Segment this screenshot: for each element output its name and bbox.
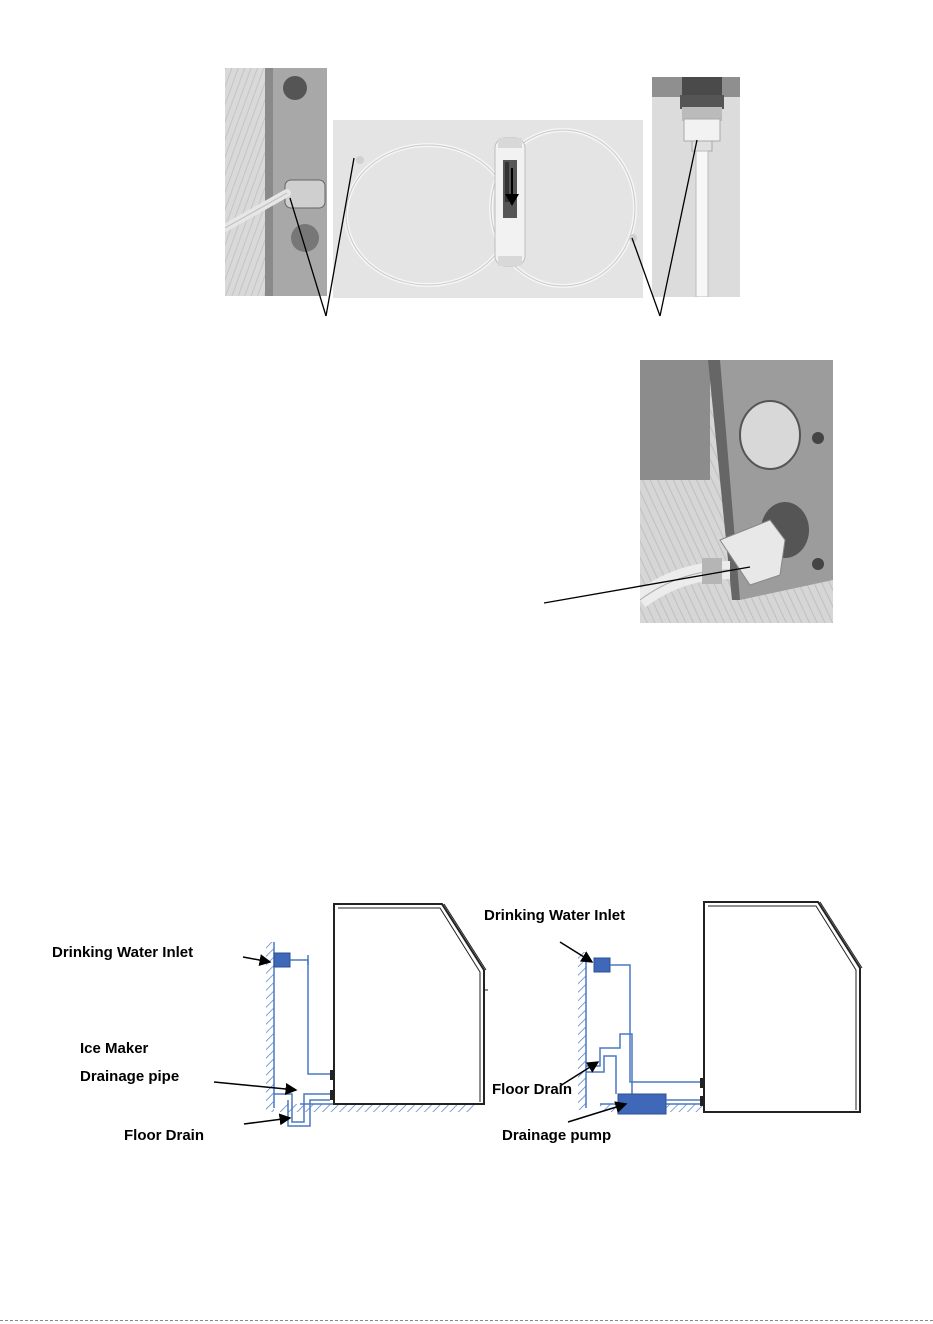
drain-pointer-line (540, 560, 760, 610)
right-inlet-label: Drinking Water Inlet (484, 907, 626, 924)
right-drainage-pump-label: Drainage pump (502, 1127, 612, 1144)
right-floor-drain-label: Floor Drain (492, 1081, 573, 1098)
pump-drain-diagram (560, 902, 862, 1122)
left-ice-maker-label: Ice Maker (80, 1040, 149, 1057)
page-footer-rule (0, 1320, 933, 1321)
installation-diagrams (0, 880, 933, 1160)
ice-maker-body (334, 904, 484, 1104)
water-inlet-block (274, 953, 290, 967)
top-pointer-lines (0, 0, 933, 330)
wall-hatch-right (578, 952, 586, 1110)
floor-drain-standpipe (586, 1034, 632, 1094)
floor-hatch (280, 1104, 474, 1112)
inlet-pipe-right (610, 965, 704, 1082)
ice-maker-body-right (704, 902, 860, 1112)
left-drainage-pipe-label: Drainage pipe (80, 1068, 180, 1085)
left-inlet-label: Drinking Water Inlet (52, 944, 194, 961)
water-inlet-block-right (594, 958, 610, 972)
inlet-pipe (290, 960, 330, 1074)
left-floor-drain-label: Floor Drain (124, 1127, 205, 1144)
direct-drain-diagram (214, 904, 488, 1126)
